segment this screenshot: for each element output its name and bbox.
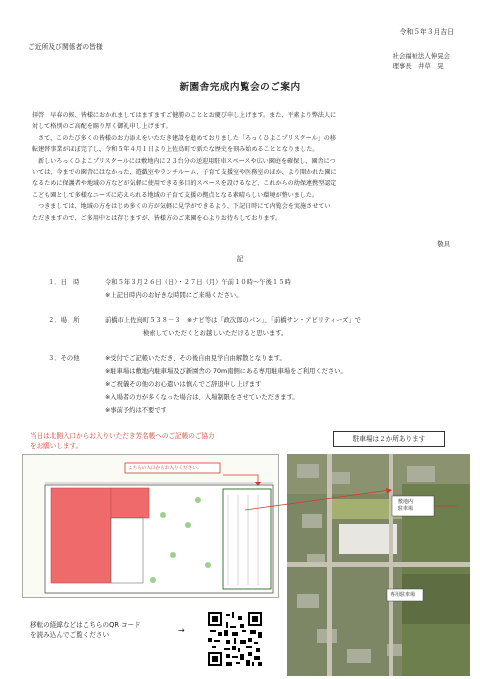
parking-note-box: 駐車場は２か所あります [333,431,445,447]
date-value: 令和５年３月２６日（日）・２７日（月）午前１０時～午後１５時 [105,279,291,286]
sender-org: 社会福祉法人伸晃会 [392,52,450,60]
qr-text-line: を読み込んでご覧ください [30,631,110,639]
page-title: 新園舎完成内覧会のご案内 [179,82,301,93]
body-line: 拝啓 早春の候、皆様におかれましてはますますご健勝のこととお慶び申し上げます。また、平素より弊法人に [32,112,337,119]
other-item: ※駐車場は敷地内駐車場及び新園舎の 70m南側にある専用駐車場をご利用ください。 [105,368,347,375]
place-note: 検索していただくとお越しいただけると思います。 [143,330,288,337]
body-line: こども園として多様なニーズに応えられる地域の子育て支援の拠点となる素晴らしい環境が整いました。 [32,191,319,199]
date-label: １．日 時 [48,279,80,286]
photo-site-label [398,499,413,513]
body-line: 新しいろっくひよこプリスクールには敷地内に２３台分の送迎用駐車スペースや広い園庭を確保し、園舎につ [38,157,336,165]
sender-name: 理事長 井草 晃 [392,62,444,70]
body-line: なるために保護者や地域の方などが気軽に使用できる多目的スペースを設けるなど、これからの幼保連携型認定 [32,180,337,188]
ki-heading: 記 [236,255,244,263]
place-label: ２．場 所 [48,317,80,324]
sender-block [392,51,450,71]
arrow-right-icon: → [178,626,185,635]
map-arrow [240,480,400,520]
other-item: ※入場者の方が多くなった場合は、入場制限をさせていただきます。 [105,394,299,401]
site-plan-drawing [23,455,278,597]
document-date: 令和５年３月吉日 [399,28,454,36]
site-plan-map [22,454,279,598]
place-value: 前橋市上佐鳥町５３８－３ ※ナビ等は「政次郎のパン」、「前橋サン・アビリティーズ」で [105,317,361,324]
details-list [0,276,480,391]
body-line: 対して格別のご高配を賜り厚く御礼申し上げます。 [32,123,172,131]
qr-instructions [30,620,141,640]
letter-body [32,110,462,224]
body-line: 転建替事業がほぼ完了し、令和５年４月１日より上佐鳥町で新たな歴史を刻み始めることとなりました。 [32,146,319,154]
entrance-notice [30,431,215,451]
other-item: ※ご祝儀その他のお心遣いは慎んでご辞退申し上げます [105,381,262,388]
other-item: ※受付でご記帳いただき、その後自由見学自由解散となります。 [105,355,286,362]
qr-code[interactable] [206,610,264,668]
closing: 敬具 [437,240,450,248]
details-list-cont [0,391,480,421]
body-line: ただきますので、ご多用中とは存じますが、皆様方のご来園を心よりお待ちしております。 [32,214,282,222]
other-label: ３．その他 [48,355,80,362]
qr-code-image [206,610,264,668]
photo-dedicated-label: 専用駐車場 [390,592,416,598]
notice-line: をお願いします。 [30,442,83,450]
date-note: ※上記日時内のお好きな時間にご来場ください。 [105,292,243,299]
body-line: いては、今までの園舎にはなかった、遊戯室やランチルーム、子育て支援室や医務室のほか、より開かれた園に [32,169,337,177]
recipients: ご近所及び関係者の皆様 [28,43,103,51]
body-line: つきましては、地域の方をはじめ多くの方が気軽に見学ができるよう、下記日時にて内覧会を実施させてい [38,203,331,211]
photo-label-line: 駐車場 [398,506,414,512]
other-item: ※事前予約は不要です [105,407,167,414]
photo-label-line: 敷地内 [398,499,414,505]
body-line: さて、このたび多くの皆様のお力添えをいただき建設を進めておりました「ろっくひよこプリスクール」の移 [38,134,336,142]
map-entrance-label: こちらの入口からお入りください。 [128,466,202,471]
notice-line: 当日は北側入口からお入りいただき芳名帳へのご記帳のご協力 [30,432,215,440]
qr-text-line: 移転の経緯などはこちらのQR コード [30,621,141,629]
